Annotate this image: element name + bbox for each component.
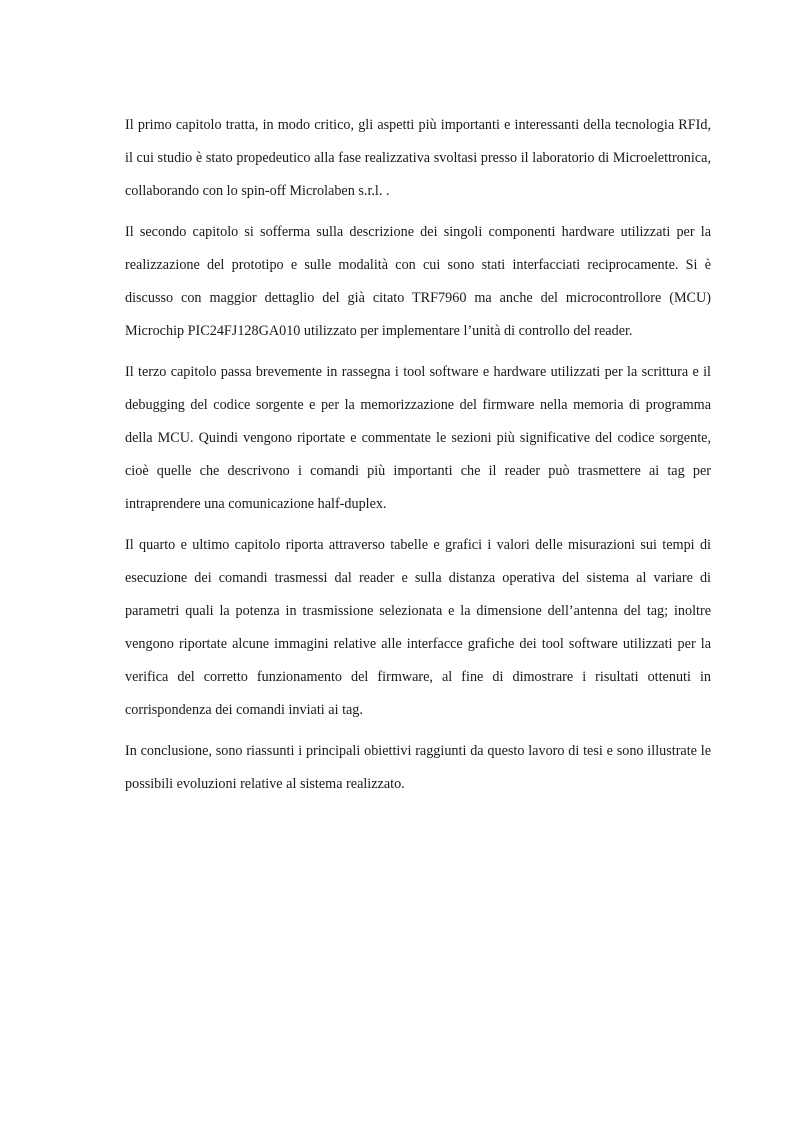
- paragraph-conclusion: In conclusione, sono riassunti i principali obiettivi raggiunti da questo lavoro di tesi e sono illustrate le possibili evoluzioni relative al sistema realizzato.: [125, 743, 711, 792]
- paragraph-chapter-4: Il quarto e ultimo capitolo riporta attraverso tabelle e grafici i valori delle misurazioni sui tempi di esecuzione dei comandi trasmessi dal reader e sulla distanza operativa del sistema al variare di parametri quali la potenza in trasmissione selezionata e la dimensione dell’antenna del tag; inoltre vengono riportate alcune immagini relative alle interfacce grafiche dei tool software utilizzati per la verifica del corretto funzionamento del firmware, al fine di dimostrare i risultati ottenuti in corrispondenza dei comandi inviati ai tag.: [125, 537, 711, 718]
- body-text: [125, 109, 711, 809]
- paragraph-chapter-1: Il primo capitolo tratta, in modo critico, gli aspetti più importanti e interessanti della tecnologia RFId, il cui studio è stato propedeutico alla fase realizzativa svoltasi presso il laboratorio di Microelettronica, collaborando con lo spin-off Microlaben s.r.l. .: [125, 117, 711, 199]
- paragraph-chapter-3: Il terzo capitolo passa brevemente in rassegna i tool software e hardware utilizzati per la scrittura e il debugging del codice sorgente e per la memorizzazione del firmware nella memoria di programma della MCU. Quindi vengono riportate e commentate le sezioni più significative del codice sorgente, cioè quelle che descrivono i comandi più importanti che il reader può trasmettere ai tag per intraprendere una comunicazione half-duplex.: [125, 364, 711, 512]
- paragraph-chapter-2: Il secondo capitolo si sofferma sulla descrizione dei singoli componenti hardware utilizzati per la realizzazione del prototipo e sulle modalità con cui sono stati interfacciati reciprocamente. Si è discusso con maggior dettaglio del già citato TRF7960 ma anche del microcontrollore (MCU) Microchip PIC24FJ128GA010 utilizzato per implementare l’unità di controllo del reader.: [125, 224, 711, 339]
